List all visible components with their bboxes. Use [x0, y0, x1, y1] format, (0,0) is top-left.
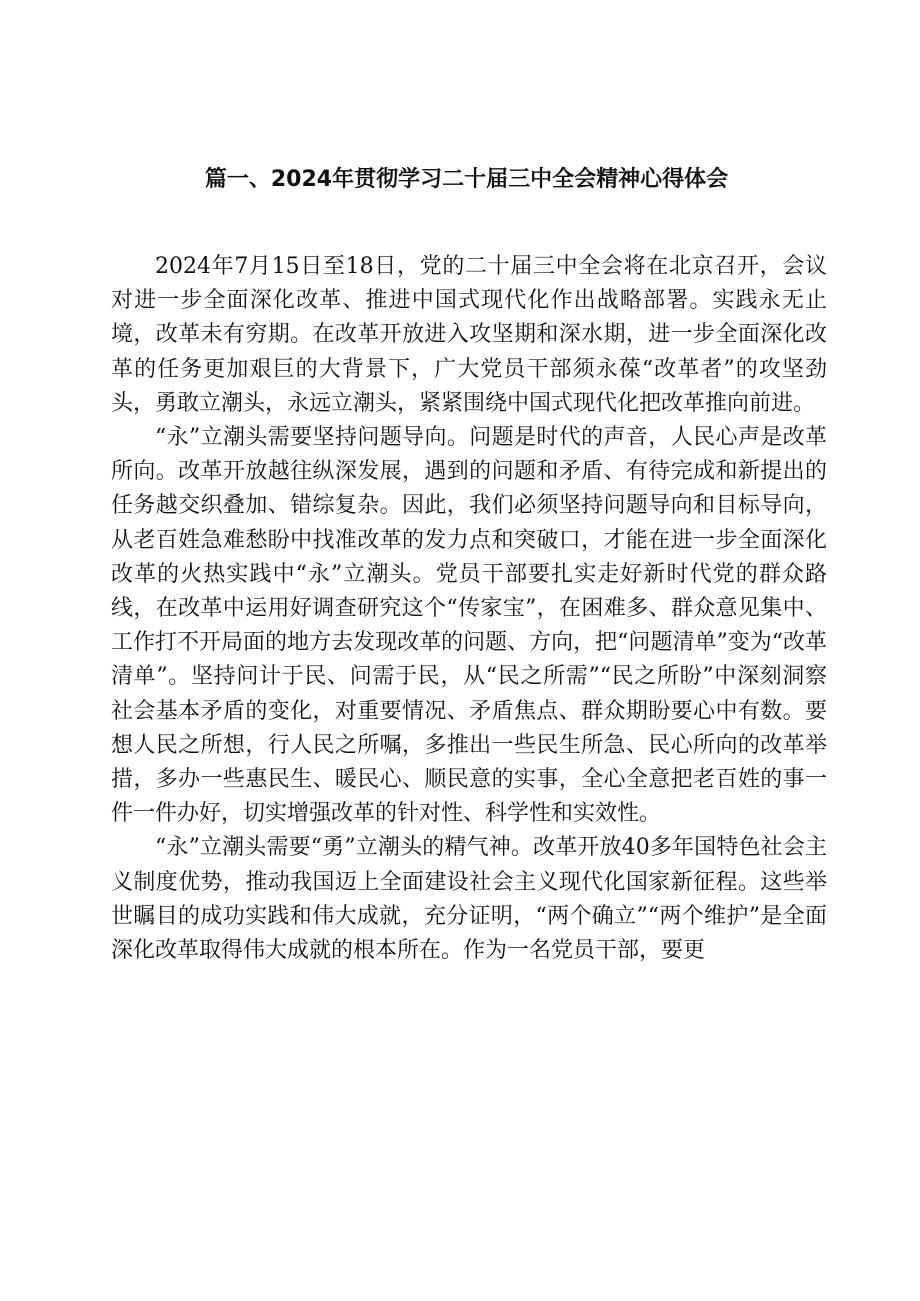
paragraph-1: 2024年7月15日至18日，党的二十届三中全会将在北京召开，会议对进一步全面深化改革、推进中国式现代化作出战略部署。实践永无止境，改革未有穷期。在改革开放进入攻坚期和深水期，进一步全面深化改革的任务更加艰巨的大背景下，广大党员干部须永葆“改革者”的攻坚劲头，勇敢立潮头，永远立潮头，紧紧围绕中国式现代化把改革推向前进。 [111, 254, 827, 416]
document-body [111, 250, 827, 968]
paragraph-3: “永”立潮头需要“勇”立潮头的精气神。改革开放40多年国特色社会主义制度优势，推动我国迈上全面建设社会主义现代化国家新征程。这些举世瞩目的成功实践和伟大成就，充分证明，“两个确立”“两个维护”是全面深化改革取得伟大成就的根本所在。作为一名党员干部，要更 [111, 835, 827, 964]
paragraph-2: “永”立潮头需要坚持问题导向。问题是时代的声音，人民心声是改革所向。改革开放越往纵深发展，遇到的问题和矛盾、有待完成和新提出的任务越交织叠加、错综复杂。因此，我们必须坚持问题导向和目标导向，从老百姓急难愁盼中找准改革的发力点和突破口，才能在进一步全面深化改革的火热实践中“永”立潮头。党员干部要扎实走好新时代党的群众路线，在改革中运用好调查研究这个“传家宝”，在困难多、群众意见集中、工作打不开局面的地方去发现改革的问题、方向，把“问题清单”变为“改革清单”。坚持问计于民、问需于民，从“民之所需”“民之所盼”中深刻洞察社会基本矛盾的变化，对重要情况、矛盾焦点、群众期盼要心中有数。要想人民之所想，行人民之所嘱，多推出一些民生所急、民心所向的改革举措，多办一些惠民生、暖民心、顺民意的实事，全心全意把老百姓的事一件一件办好，切实增强改革的针对性、科学性和实效性。 [111, 425, 827, 827]
document-title: 篇一、2024年贯彻学习二十届三中全会精神心得体会 [204, 167, 729, 192]
